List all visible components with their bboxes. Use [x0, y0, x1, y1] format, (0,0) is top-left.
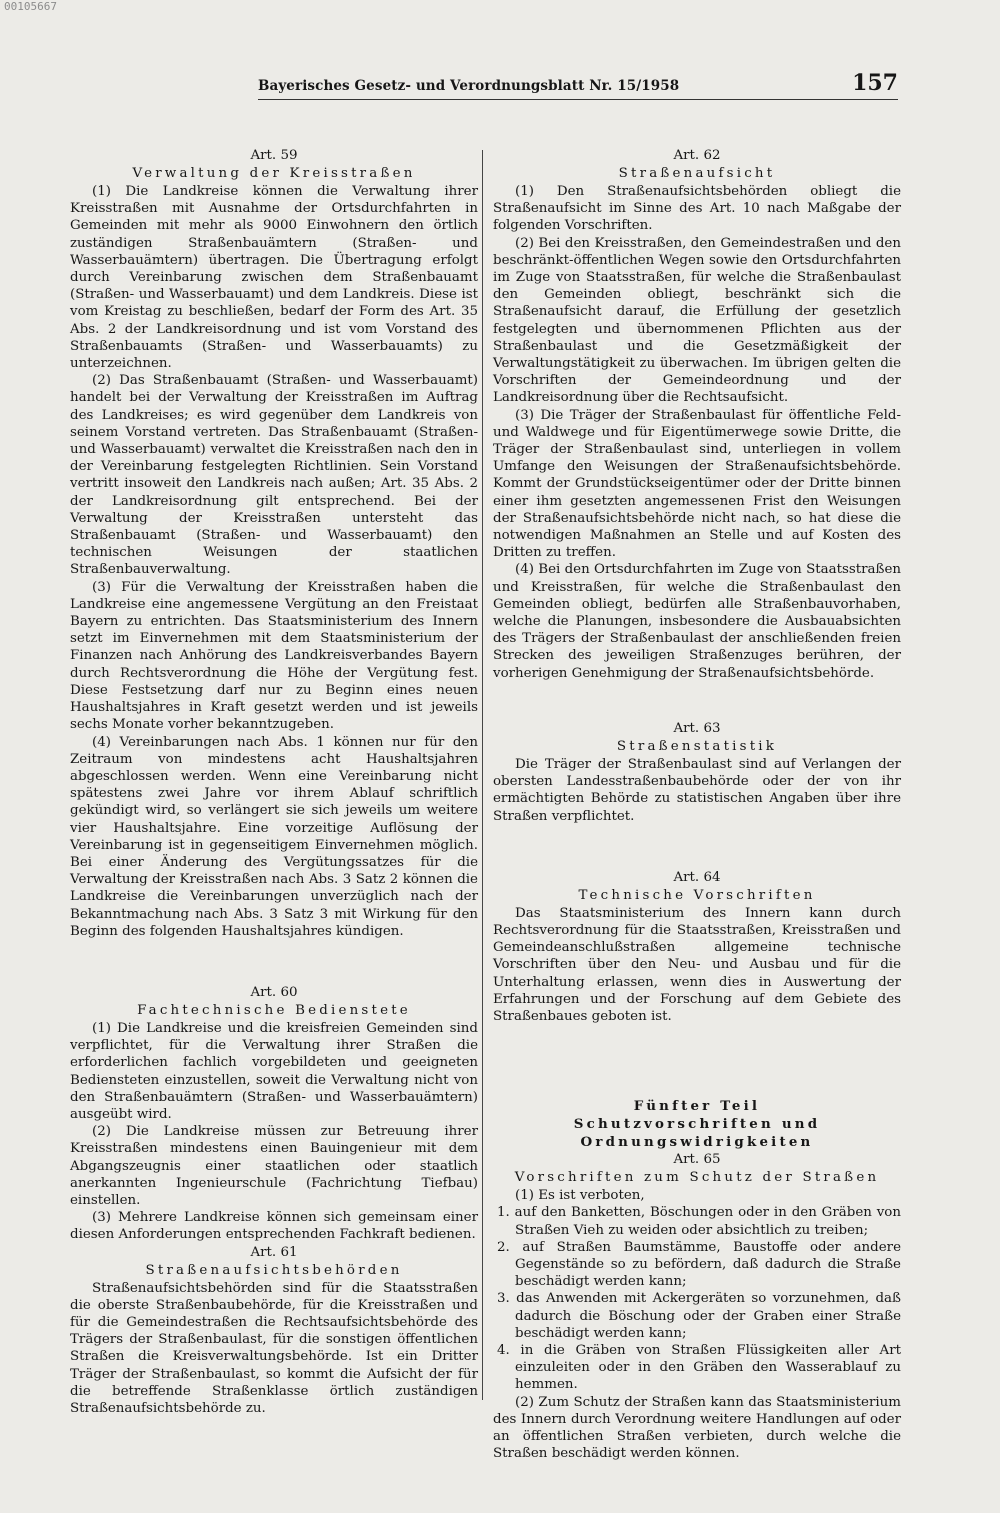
list-item: 1. auf den Banketten, Böschungen oder in den Gräben von Straßen Vieh zu weiden oder absichtlich zu treiben; [497, 1205, 901, 1238]
article-number: Art. 64 [673, 869, 721, 885]
spacer [70, 956, 478, 968]
article-heading: Vorschriften zum Schutz der Straßen [514, 1170, 880, 1186]
list-item: 3. das Anwenden mit Ackergeräten so vorzunehmen, daß dadurch die Böschung oder der Graben einer Straße beschädigt werden kann; [497, 1291, 901, 1341]
paragraph: Das Staatsministerium des Innern kann durch Rechtsverordnung für die Staatsstraßen, Kreisstraßen und Gemeindeanschlußstraßen allgemeine technische Vorschriften über den Neu- und Ausbau und für die Unterhaltung erlassen, wenn dies in Auswertung der Erfahrungen und der Forschung auf dem Gebiete des Straßenbaues geboten ist. [493, 905, 901, 1024]
paragraph: (2) Das Straßenbauamt (Straßen- und Wasserbauamt) handelt bei der Verwaltung der Kreisstraßen im Auftrag des Landkreises; es wird gegenüber dem Landkreis von seinem Vorstand vertreten. Das Straßenbauamt (Straßen- und Wasserbauamt) verwaltet die Kreisstraßen nach den in der Vereinbarung festgelegten Richtlinien. Sein Vorstand vertritt insoweit den Landkreis nach außen; Art. 35 Abs. 2 der Landkreisordnung gilt entsprechend. Bei der Verwaltung der Kreisstraßen untersteht das Straßenbauamt (Straßen- und Wasserbauamt) den technischen Weisungen der staatlichen Straßenbauverwaltung. [70, 373, 478, 578]
paragraph: (2) Zum Schutz der Straßen kann das Staatsministerium des Innern durch Verordnung weitere Handlungen auf oder an öffentlichen Straßen verbieten, durch welche die Straßen beschädigt werden können. [493, 1394, 901, 1462]
paragraph: (4) Bei den Ortsdurchfahrten im Zuge von Staatsstraßen und Kreisstraßen, für welche die Straßenbaulast den Gemeinden obliegt, bedürfen alle Straßenbauvorhaben, welche die Planungen, insbesondere die Ausbauabsichten des Trägers der Straßenbaulast der anschließenden freien Strecken des jeweiligen Straßenzuges berühren, der vorherigen Genehmigung der Straßenaufsichtsbehörde. [493, 562, 901, 681]
article-heading: Verwaltung der Kreisstraßen [132, 166, 416, 181]
header-rule [258, 99, 898, 100]
article-number: Art. 65 [673, 1152, 721, 1168]
article-heading: Straßenaufsichtsbehörden [145, 1262, 403, 1278]
paragraph: (1) Die Landkreise und die kreisfreien Gemeinden sind verpflichtet, für die Verwaltung ihrer Straßen die erforderlichen fachlich vorgebildeten und geeigneten Bediensteten einzustellen, soweit die Verwaltung nicht von den Straßenbauämtern (Straßen- und Wasserbauämtern) ausgeübt wird. [70, 1020, 478, 1122]
right-column [493, 147, 901, 1462]
paragraph: Straßenaufsichtsbehörden sind für die Staatsstraßen die oberste Straßenbaubehörde, für die Kreisstraßen und für die Gemeindestraßen die Rechtsaufsichtsbehörde des Trägers der Straßenbaulast, für die sonstigen öffentlichen Straßen die Kreisverwaltungsbehörde. Ist ein Dritter Träger der Straßenbaulast, so kommt die Aufsicht der für die betreffende Straßenklasse örtlich zuständigen Straßenaufsichtsbehörde zu. [70, 1280, 478, 1416]
article-number: Art. 62 [673, 148, 721, 163]
article-number: Art. 59 [250, 148, 298, 163]
article-number: Art. 63 [673, 720, 721, 736]
left-column [70, 147, 478, 1417]
article-heading: Straßenstatistik [616, 738, 778, 754]
page-number: 157 [852, 70, 898, 96]
article-number: Art. 61 [250, 1244, 298, 1260]
paragraph: (4) Vereinbarungen nach Abs. 1 können nur für den Zeitraum von mindestens acht Haushaltsjahren abgeschlossen werden. Wenn eine Vereinbarung nicht spätestens zwei Jahre vor ihrem Ablauf schriftlich gekündigt wird, so verlängert sie sich jeweils um weitere vier Haushaltsjahre. Eine vorzeitige Auflösung der Vereinbarung ist in gegenseitigem Einvernehmen möglich. Bei einer Änderung des Vergütungssatzes für die Verwaltung der Kreisstraßen nach Abs. 3 Satz 2 können die Landkreise die Vereinbarungen unverzüglich nach der Bekanntmachung nach Abs. 3 Satz 3 mit Wirkung für den Beginn des folgenden Haushaltsjahres kündigen. [70, 734, 478, 939]
paragraph: (2) Die Landkreise müssen zur Betreuung ihrer Kreisstraßen mindestens einen Bauingenieur mit dem Abgangszeugnis einer staatlichen oder staatlich anerkannten Ingenieurschule (Fachrichtung Tiefbau) einstellen. [70, 1124, 478, 1208]
paragraph: (2) Bei den Kreisstraßen, den Gemeindestraßen und den beschränkt-öffentlichen Wegen sowie den Ortsdurchfahrten im Zuge von Staatsstraßen, für welche die Straßenbaulast den Gemeinden obliegt, beschränkt sich die Straßenaufsicht darauf, die Erfüllung der gesetzlich festgelegten und übernommenen Pflichten aus der Straßenbaulast und die Gesetzmäßigkeit der Verwaltungstätigkeit zu überwachen. Im übrigen gelten die Vorschriften der Gemeindeordnung und der Landkreisordnung über die Rechtsaufsicht. [493, 235, 901, 406]
column-divider [482, 150, 483, 1400]
page-header [258, 70, 898, 110]
gazette-title: Bayerisches Gesetz- und Verordnungsblatt Nr. 15/1958 [258, 78, 680, 94]
spacer [493, 1069, 901, 1081]
part-heading: Fünfter Teil [633, 1098, 761, 1115]
article-number: Art. 60 [250, 984, 298, 1000]
spacer [493, 841, 901, 853]
archive-stamp: 00105667 [4, 0, 57, 13]
paragraph: (1) Es ist verboten, [515, 1188, 645, 1204]
article-heading: Straßenaufsicht [618, 166, 776, 181]
spacer [493, 698, 901, 704]
article-heading: Technische Vorschriften [578, 887, 816, 903]
paragraph: (3) Die Träger der Straßenbaulast für öffentliche Feld- und Waldwege und für Eigentümerwege sowie Dritte, die Träger der Straßenbaulast sind, unterliegen in vollem Umfange den Weisungen der Straßenaufsichtsbehörde. Kommt der Grundstückseigentümer oder der Dritte binnen einer ihm gesetzten angemessenen Frist den Weisungen der Straßenaufsichtsbehörde nicht nach, so hat diese die notwendigen Maßnahmen an Stelle und auf Kosten des Dritten zu treffen. [493, 407, 901, 561]
paragraph: (1) Die Landkreise können die Verwaltung ihrer Kreisstraßen mit Ausnahme der Ortsdurchfahrten in Gemeinden mit mehr als 9000 Einwohnern den örtlich zuständigen Straßenbauämtern (Straßen- und Wasserbauämtern) übertragen. Die Übertragung erfolgt durch Vereinbarung zwischen dem Straßenbauamt (Straßen- und Wasserbauamt) und dem Landkreis. Diese ist vom Kreistag zu beschließen, bedarf der Form des Art. 35 Abs. 2 der Landkreisordnung und ist vom Vorstand des Straßenbauamts (Straßen- und Wasserbauamts) zu unterzeichnen. [70, 184, 478, 372]
part-heading: Schutzvorschriften und Ordnungswidrigkeiten [573, 1116, 821, 1151]
article-heading: Fachtechnische Bedienstete [137, 1002, 411, 1018]
spacer [493, 1041, 901, 1053]
paragraph: (3) Mehrere Landkreise können sich gemeinsam einer diesen Anforderungen entsprechenden Fachkraft bedienen. [70, 1210, 478, 1243]
list-item: 2. auf Straßen Baumstämme, Baustoffe oder andere Gegenstände so zu befördern, daß dadurch die Straße beschädigt werden kann; [497, 1239, 901, 1290]
paragraph: Die Träger der Straßenbaulast sind auf Verlangen der obersten Landesstraßenbaubehörde oder der von ihr ermächtigten Behörde zu statistischen Angaben über ihre Straßen verpflichtet. [493, 756, 901, 824]
paragraph: (1) Den Straßenaufsichtsbehörden obliegt die Straßenaufsicht im Sinne des Art. 10 nach Maßgabe der folgenden Vorschriften. [493, 184, 901, 234]
list-item: 4. in die Gräben von Straßen Flüssigkeiten aller Art einzuleiten oder in den Gräben den Wasserablauf zu hemmen. [497, 1342, 901, 1393]
paragraph: (3) Für die Verwaltung der Kreisstraßen haben die Landkreise eine angemessene Vergütung an den Freistaat Bayern zu entrichten. Das Staatsministerium des Innern setzt im Einvernehmen mit dem Staatsministerium der Finanzen nach Anhörung des Landkreisverbandes Bayern durch Rechtsverordnung die Höhe der Vergütung fest. Diese Festsetzung darf nur zu Beginn eines neuen Haushaltsjahres in Kraft gesetzt werden und ist jeweils sechs Monate vorher bekanntzugeben. [70, 579, 478, 733]
